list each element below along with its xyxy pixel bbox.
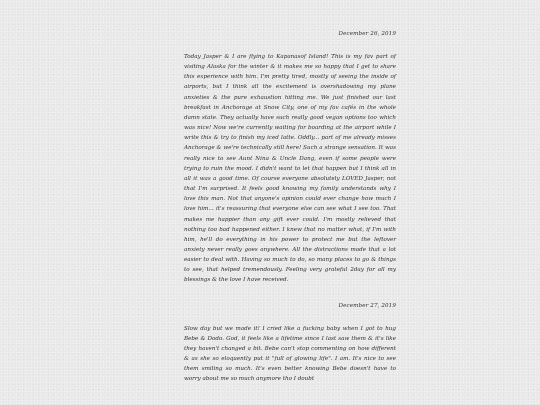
- entry-body: Today Jasper & I are flying to Kapanasof Island! This is my fav part of visiting Alaska for the winter & it makes me so happy that I get to share this experience with him. I'm pretty tired, mostly of seeing the inside of airports, but I think all the excitement is overshadowing my plane anxieties & the pure exhaustion hitting me. We just finished our last breakfast in Anchorage at Snow City, one of my fav cafés in the whole damn state. They actually have such really good vegan options too which was nice! Now we're currently waiting for boarding at the airport while I write this & try to finish my iced latte. Oddly... part of me already misses Anchorage & we're technically still here! Such a strange sensation. It was really nice to see Aunt Nina & Uncle Dang, even if some people were trying to ruin the mood. I didn't want to let that happen but I think all in all it was a good time. Of course everyone absolutely LOVED Jasper, not that I'm surprised. It feels good knowing my family understands why I love this man. Not that anyone's opinion could ever change how much I love him... it's reassuring that everyone else can see what I see too. That makes me happier than any gift ever could. I'm mostly relieved that nothing too bad happened either. I knew that no matter what, if I'm with him, he'll do everything in his power to protect me but the leftover anxiety never really goes anywhere. All the distractions made that a lot easier to deal with. Having so much to do, so many places to go & things to see, that helped tremendously. Feeling very grateful 2day for all my blessings & the love I have received.: [184, 54, 396, 284]
- entry-date: December 26, 2019: [338, 31, 396, 37]
- journal-entry: [184, 30, 396, 286]
- entry-date: December 27, 2019: [338, 302, 396, 309]
- journal-page: [184, 30, 396, 385]
- entry-body: Slow day but we made it! I cried like a fucking baby when I got to hug Bebe & Dodo. God, it feels like a lifetime since I last saw them & it's like they haven't changed a bit. Bebe can't stop commenting on how different & as she so eloquently put it "full of glowing life". I am. It's nice to see them smiling so much. It's even better knowing Bebe doesn't have to worry about me so much anymore tho I doubt: [184, 325, 396, 383]
- journal-entry: [184, 302, 396, 385]
